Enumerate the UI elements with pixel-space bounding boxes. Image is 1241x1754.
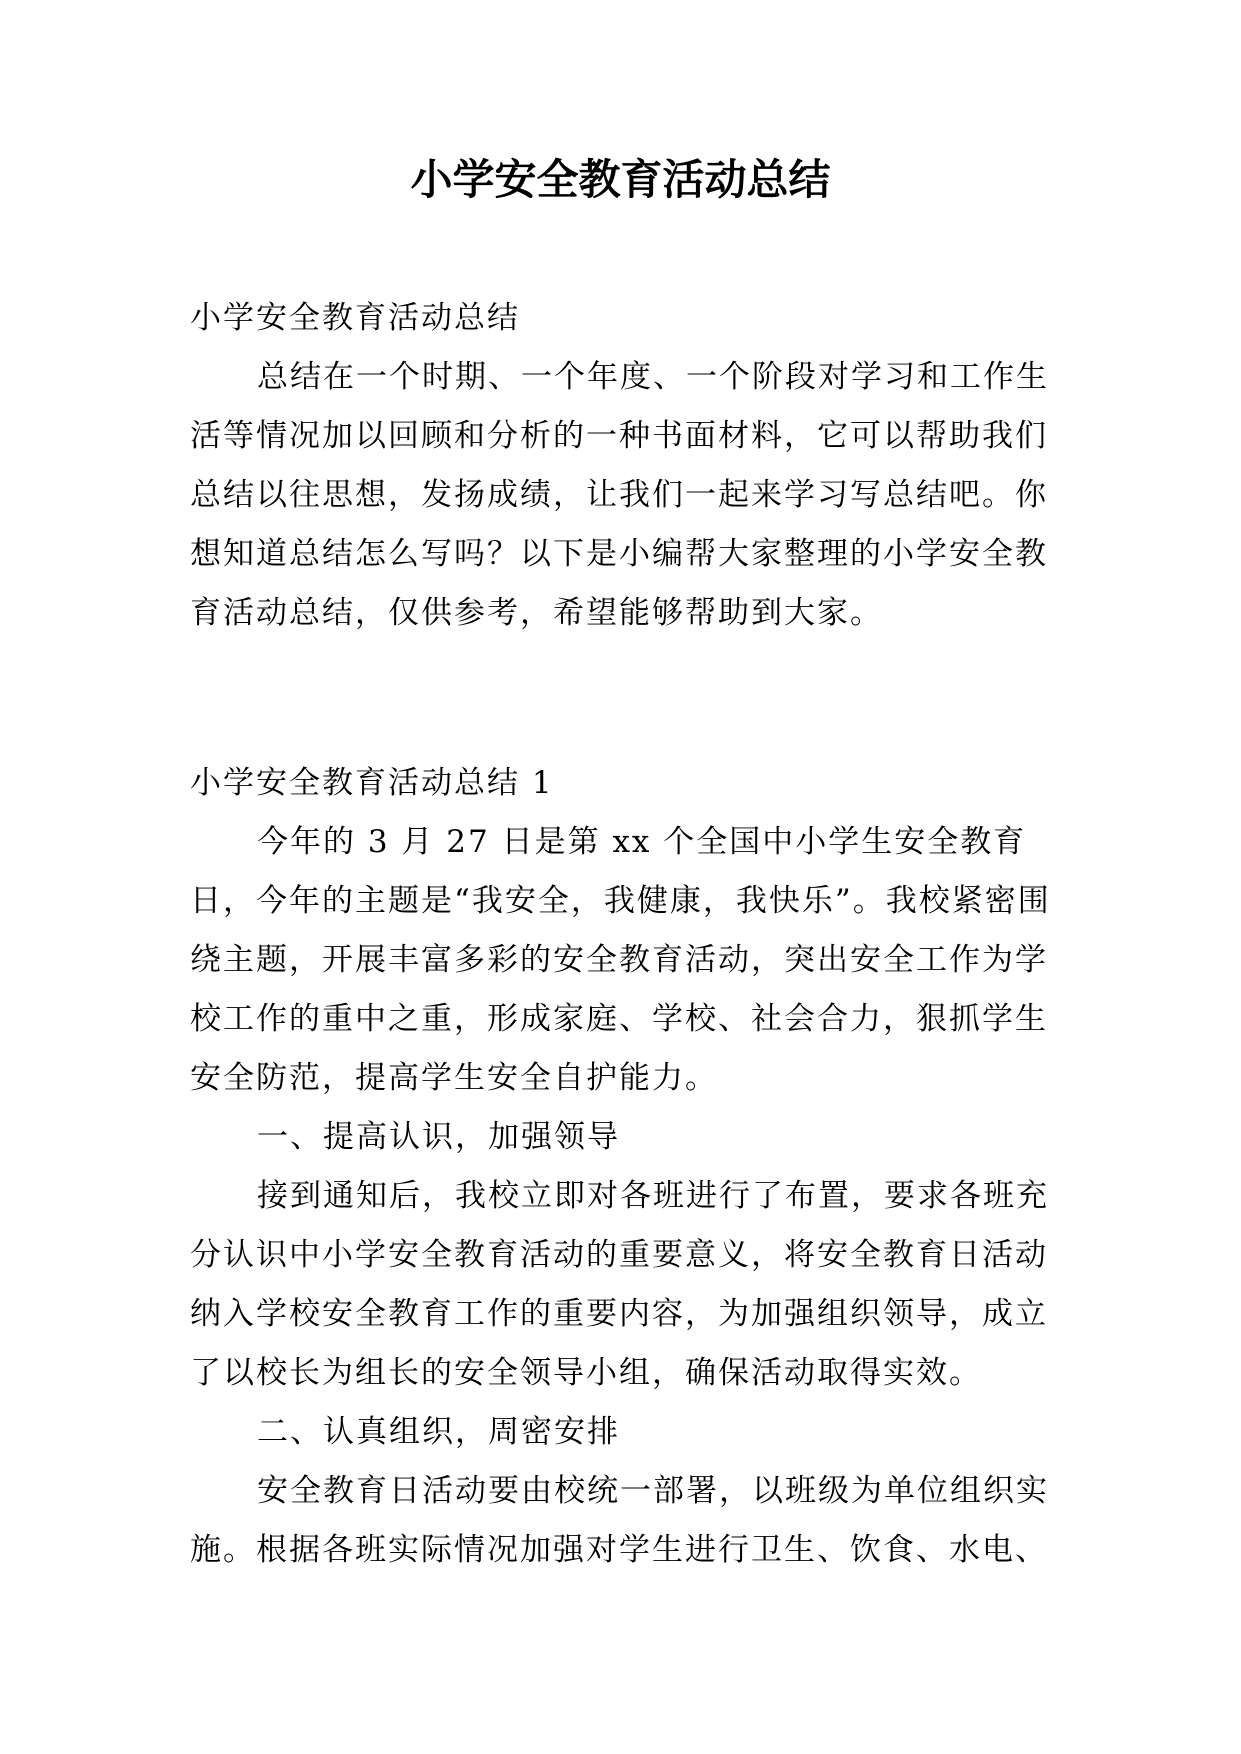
subheading-careful-organization: 二、认真组织，周密安排 bbox=[257, 1414, 620, 1450]
section-1-paragraph: 接到通知后，我校立即对各班进行了布置，要求各班充分认识中小学安全教育活动的重要意义，将安全教育日活动纳入学校安全教育工作的重要内容，为加强组织领导，成立了以校长为组长的安全领导小组，确保活动取得实效。 bbox=[190, 1178, 1049, 1391]
section-1-heading: 小学安全教育活动总结 1 bbox=[190, 765, 554, 801]
document-title: 小学安全教育活动总结 bbox=[410, 155, 831, 204]
intro-paragraph: 总结在一个时期、一个年度、一个阶段对学习和工作生活等情况加以回顾和分析的一种书面材料，它可以帮助我们总结以往思想，发扬成绩，让我们一起来学习写总结吧。你想知道总结怎么写吗？以下是小编帮大家整理的小学安全教育活动总结，仅供参考，希望能够帮助到大家。 bbox=[190, 359, 1049, 631]
section-1-block bbox=[190, 754, 1060, 1580]
intro-heading: 小学安全教育活动总结 bbox=[190, 300, 520, 336]
section-1-paragraph: 今年的 3 月 27 日是第 xx 个全国中小学生安全教育日，今年的主题是“我安全，我健康，我快乐”。我校紧密围绕主题，开展丰富多彩的安全教育活动，突出安全工作为学校工作的重中之重，形成家庭、学校、社会合力，狠抓学生安全防范，提高学生安全自护能力。 bbox=[190, 824, 1051, 1096]
section-1-paragraph: 安全教育日活动要由校统一部署，以班级为单位组织实施。根据各班实际情况加强对学生进行卫生、饮食、水电、 bbox=[190, 1473, 1049, 1568]
intro-block bbox=[190, 289, 1060, 643]
subheading-raise-awareness: 一、提高认识，加强领导 bbox=[257, 1119, 620, 1155]
